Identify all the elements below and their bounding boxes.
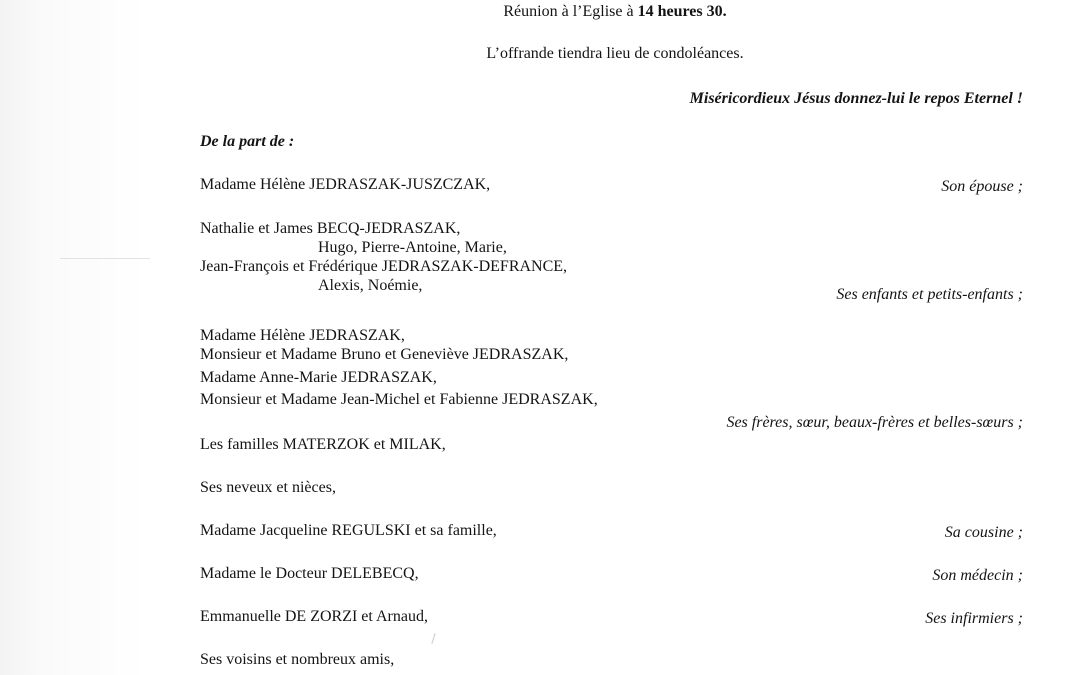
entry-line: Ses voisins et nombreux amis,: [200, 651, 395, 668]
entry-line: Madame le Docteur DELEBECQ,: [200, 565, 419, 582]
prayer-line: Miséricordieux Jésus donnez-lui le repos Eternel !: [689, 90, 1023, 107]
relation-label: Son épouse ;: [941, 178, 1023, 195]
meeting-prefix: Réunion à l’Eglise à: [503, 3, 638, 20]
entry-line: Les familles MATERZOK et MILAK,: [200, 436, 446, 453]
relation-label: Son médecin ;: [932, 567, 1023, 584]
scan-speck: [431, 633, 435, 644]
entry-line: Madame Jacqueline REGULSKI et sa famille,: [200, 522, 497, 539]
relation-label: Ses frères, sœur, beaux-frères et belles-sœurs ;: [726, 414, 1023, 431]
entry-line: Nathalie et James BECQ-JEDRASZAK,: [200, 220, 461, 237]
entry-line: Jean-François et Frédérique JEDRASZAK-DEFRANCE,: [200, 258, 568, 275]
entry-line: Emmanuelle DE ZORZI et Arnaud,: [200, 608, 428, 625]
scan-artifact-line: [60, 258, 150, 259]
entry-line: Madame Hélène JEDRASZAK-JUSZCZAK,: [200, 176, 491, 193]
relation-label: Sa cousine ;: [944, 524, 1023, 541]
entry-line: Monsieur et Madame Jean-Michel et Fabienne JEDRASZAK,: [200, 391, 598, 408]
entry-line: Ses neveux et nièces,: [200, 479, 336, 496]
entry-line: Alexis, Noémie,: [318, 277, 423, 294]
relation-label: Ses enfants et petits-enfants ;: [836, 286, 1023, 303]
entry-line: Madame Hélène JEDRASZAK,: [200, 327, 405, 344]
entry-line: Hugo, Pierre-Antoine, Marie,: [318, 239, 507, 256]
entry-line: Madame Anne-Marie JEDRASZAK,: [200, 369, 437, 386]
meeting-time: 14 heures 30.: [637, 3, 727, 20]
offering-line: L’offrande tiendra lieu de condoléances.: [486, 45, 744, 62]
meeting-line: [0, 2, 1080, 21]
entry-line: Monsieur et Madame Bruno et Geneviève JEDRASZAK,: [200, 346, 569, 363]
scan-shadow: [0, 0, 150, 675]
relation-label: Ses infirmiers ;: [925, 610, 1023, 627]
from-label: De la part de :: [200, 133, 295, 150]
